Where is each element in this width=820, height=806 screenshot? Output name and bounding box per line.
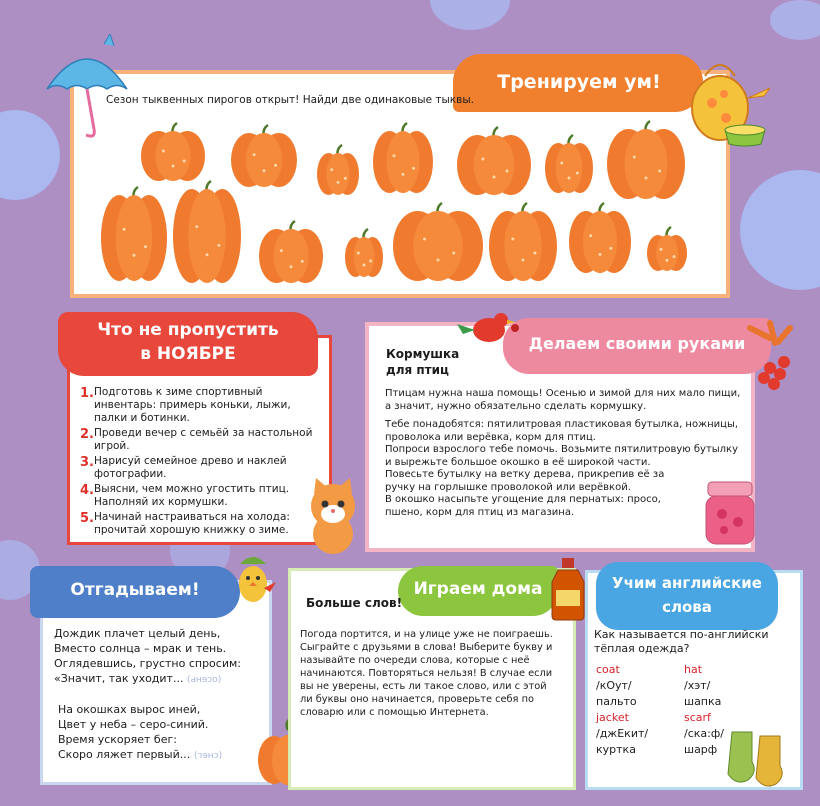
pumpkin-icon[interactable]: [316, 142, 360, 196]
socks-icon: [724, 728, 794, 790]
diy-text: [385, 388, 743, 519]
english-word: jacket: [596, 711, 629, 724]
english-question: Как называется по-английски тёплая одежда?: [594, 628, 769, 655]
transcription: /джЕкит/: [596, 727, 649, 740]
list-item: [80, 511, 316, 537]
english-word: coat: [596, 663, 620, 676]
diy-paragraph: Тебе понадобятся: пятилитровая пластиковая бутылка, ножницы, проволока или верёвка, корм для птиц.: [385, 419, 739, 443]
pumpkin-icon[interactable]: [568, 200, 632, 274]
home-game-title: Играем дома: [413, 579, 543, 599]
item-number: 1.: [80, 386, 94, 401]
item-text: Подготовь к зиме спортивный инвентарь: примерь коньки, лыжи, палки и ботинки.: [93, 386, 291, 424]
english-title-tab: [596, 562, 778, 630]
list-item: [80, 386, 316, 425]
november-title-line2: в НОЯБРЕ: [140, 344, 236, 364]
poem-line: Оглядевшись, грустно спросим:: [54, 657, 241, 670]
pumpkin-icon[interactable]: [344, 226, 384, 278]
brain-training-title: Тренируем ум!: [497, 71, 661, 93]
poem-line: На окошках вырос иней,: [58, 703, 201, 716]
poem-line: Время ускоряет бег:: [58, 733, 177, 746]
november-todo-list: [80, 386, 316, 537]
item-text: Проведи вечер с семьёй за настольной игрой.: [93, 427, 313, 452]
diy-paragraph: Повесьте бутылку на ветку дерева, прикрепив её за ручку на горлышке проволокой или верёвкой.: [385, 469, 665, 493]
riddle-poem-2: [58, 702, 222, 764]
pumpkin-icon[interactable]: [606, 118, 686, 200]
translation: пальто: [596, 695, 637, 708]
teapot-icon: [690, 48, 780, 158]
riddle-answer: (снег): [193, 751, 222, 761]
home-game-subtitle: Больше слов!: [306, 596, 403, 610]
pumpkin-icon[interactable]: [258, 218, 324, 284]
decor-dot: [430, 0, 510, 30]
diy-title: Делаем своими руками: [528, 334, 746, 353]
poem-line: «Значит, так уходит... (осень): [54, 671, 241, 688]
transcription: /хэт/: [684, 679, 711, 692]
pumpkin-icon[interactable]: [372, 120, 434, 194]
pumpkin-icon[interactable]: [488, 200, 558, 282]
diy-paragraph: В окошко насыпьте угощение для пернатых: просо, пшено, корм для птиц из магазина.: [385, 494, 661, 518]
english-word-col-1: [596, 662, 648, 758]
item-number: 3.: [80, 455, 94, 470]
small-bird-icon: [228, 552, 278, 614]
item-text: Нарисуй семейное древо и наклей фотографии.: [93, 455, 287, 480]
pumpkin-icon[interactable]: [100, 184, 168, 282]
riddle-title: Отгадываем!: [70, 580, 200, 600]
decor-dot: [740, 170, 820, 290]
november-title-line1: Что не пропустить: [97, 320, 279, 340]
english-word: scarf: [684, 711, 711, 724]
pumpkin-icon[interactable]: [392, 200, 484, 282]
poem-line: Цвет у неба – серо-синий.: [58, 718, 209, 731]
list-item: [80, 483, 316, 509]
english-title-line1: Учим английские: [612, 574, 762, 592]
pumpkin-icon[interactable]: [544, 132, 594, 194]
brain-training-intro: Сезон тыквенных пирогов открыт! Найди две одинаковые тыквы.: [106, 94, 474, 106]
list-item: [80, 427, 316, 453]
decor-dot: [770, 0, 820, 40]
diy-paragraph: Попроси взрослого тебе помочь. Возьмите пятилитровую бутылку и вырежьте большое окошко в её широкой части.: [385, 444, 739, 468]
english-word-col-2: [684, 662, 724, 758]
home-game-text: Погода портится, и на улице уже не поиграешь. Сыграйте с друзьями в слова! Выберите букву и называйте по очереди слова, которые с неё начинаются. Повторяться нельзя! В случае если вы не уверены, есть ли такое слово, или с этой ли буквы оно начинается, проверьте себя по словарю или с помощью Интернета.: [300, 629, 553, 718]
riddle-answer: (осень): [186, 675, 222, 685]
transcription: /ска:ф/: [684, 727, 724, 740]
jam-jar-icon: [700, 478, 760, 548]
poem-line: Скоро ляжет первый... (снег): [58, 747, 222, 764]
english-word: hat: [684, 663, 703, 676]
item-number: 5.: [80, 511, 94, 526]
translation: шарф: [684, 743, 718, 756]
kitten-icon: [300, 476, 366, 556]
translation: куртка: [596, 743, 636, 756]
item-number: 2.: [80, 427, 94, 442]
transcription: /кОут/: [596, 679, 632, 692]
poem-line: Вместо солнца – мрак и тень.: [54, 642, 227, 655]
rowan-icon: [740, 318, 810, 398]
diy-paragraph: Птицам нужна наша помощь! Осенью и зимой для них мало пищи, а значит, нужно обязательно сделать кормушку.: [385, 388, 741, 412]
translation: шапка: [684, 695, 722, 708]
poem-line: Дождик плачет целый день,: [54, 627, 221, 640]
syrup-bottle-icon: [548, 556, 588, 622]
pumpkin-icon[interactable]: [140, 120, 206, 182]
umbrella-icon: [42, 34, 132, 144]
pumpkin-icon[interactable]: [646, 224, 688, 272]
pumpkin-icon[interactable]: [172, 178, 242, 284]
item-number: 4.: [80, 483, 94, 498]
english-title-line2: слова: [662, 598, 712, 616]
list-item: [80, 455, 316, 481]
diy-subtitle: Кормушка для птиц: [386, 347, 460, 377]
pumpkin-icon[interactable]: [456, 124, 532, 196]
item-text: Начинай настраиваться на холода: прочитай хорошую книжку о зиме.: [93, 511, 290, 536]
item-text: Выясни, чем можно угостить птиц. Наполняй их кормушки.: [93, 483, 290, 508]
bird-icon: [455, 306, 523, 350]
riddle-poem-1: [54, 626, 241, 688]
